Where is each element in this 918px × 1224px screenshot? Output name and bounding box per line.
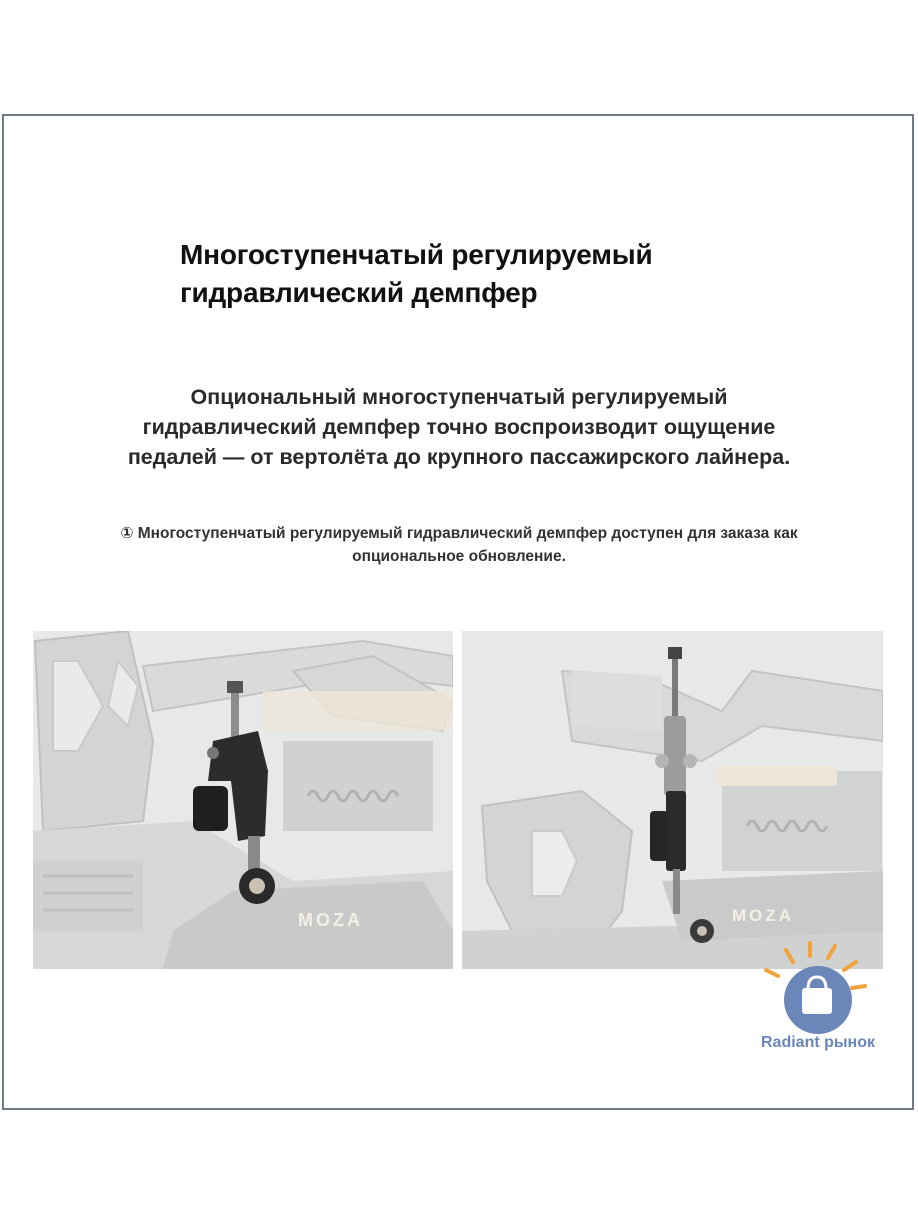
footnote-line-1: ① Многоступенчатый регулируемый гидравлический демпфер доступен для заказа как	[120, 525, 798, 542]
page-title	[180, 236, 800, 312]
moza-brand-right: MOZA	[732, 906, 795, 925]
description-line-2: гидравлический демпфер точно воспроизводит ощущение	[142, 415, 776, 439]
description-line-3: педалей — от вертолёта до крупного пассажирского лайнера.	[127, 445, 791, 469]
footnote-line-2: опциональное обновление.	[352, 548, 566, 565]
footnote	[50, 522, 868, 568]
watermark-label: Radiant рынок	[761, 1034, 875, 1051]
pedals-photo-left	[33, 631, 453, 969]
shopping-bag-sun-icon	[738, 940, 898, 1040]
page-title-line-1: Многоступенчатый регулируемый	[180, 239, 653, 270]
pedals-photo-right	[462, 631, 883, 969]
pedals-illustration-left	[33, 631, 453, 969]
page-title-line-2: гидравлический демпфер	[180, 277, 538, 308]
description	[60, 382, 858, 472]
radiant-market-watermark	[738, 940, 898, 1070]
moza-brand-left: MOZA	[298, 910, 363, 930]
pedals-illustration-right	[462, 631, 883, 969]
description-line-1: Опциональный многоступенчатый регулируемый	[190, 385, 728, 409]
